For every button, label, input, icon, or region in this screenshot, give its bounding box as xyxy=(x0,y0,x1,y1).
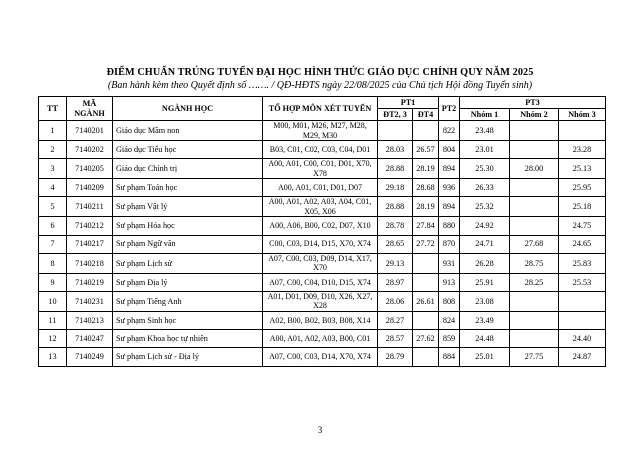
cell-to-hop: M00, M01, M26, M27, M28, M29, M30 xyxy=(263,121,378,141)
cell-pt3-nhom2: 27.68 xyxy=(510,235,559,253)
cell-pt1-dt4: 28.19 xyxy=(413,159,439,179)
cell-tt: 8 xyxy=(39,253,67,273)
table-row xyxy=(39,311,606,329)
cell-pt3-nhom2 xyxy=(510,121,559,141)
cell-pt3-nhom3 xyxy=(559,291,606,311)
cell-nganh-hoc: Sư phạm Địa lý xyxy=(113,273,263,291)
cell-nganh-hoc: Giáo dục Chính trị xyxy=(113,159,263,179)
cell-pt1-dt23: 28.03 xyxy=(378,141,413,159)
cell-pt1-dt4 xyxy=(413,311,439,329)
table-row xyxy=(39,197,606,217)
cell-pt2: 822 xyxy=(439,121,460,141)
cell-nganh-hoc: Sư phạm Ngữ văn xyxy=(113,235,263,253)
cell-pt3-nhom2 xyxy=(510,311,559,329)
cell-tt: 7 xyxy=(39,235,67,253)
cell-tt: 13 xyxy=(39,348,67,366)
cell-pt2: 931 xyxy=(439,253,460,273)
cell-pt3-nhom1: 23.01 xyxy=(460,141,510,159)
header-ma-nganh: MÃ NGÀNH xyxy=(67,97,113,121)
cell-pt1-dt23: 28.27 xyxy=(378,311,413,329)
cell-to-hop: A00, A06, B00, C02, D07, X10 xyxy=(263,217,378,235)
header-pt1-dt23: ĐT2, 3 xyxy=(378,109,413,121)
cell-tt: 11 xyxy=(39,311,67,329)
cell-pt3-nhom3: 24.65 xyxy=(559,235,606,253)
table-row xyxy=(39,179,606,197)
cell-tt: 12 xyxy=(39,330,67,348)
cell-pt2: 859 xyxy=(439,330,460,348)
table-row xyxy=(39,253,606,273)
cell-nganh-hoc: Sư phạm Lịch sử xyxy=(113,253,263,273)
table-row xyxy=(39,348,606,366)
cell-to-hop: A01, D01, D09, D10, X26, X27, X28 xyxy=(263,291,378,311)
cell-to-hop: A00, A01, A02, A03, A04, C01, X05, X06 xyxy=(263,197,378,217)
cell-pt2: 894 xyxy=(439,197,460,217)
cell-pt3-nhom1: 24.48 xyxy=(460,330,510,348)
page-number: 3 xyxy=(317,425,323,435)
cell-pt3-nhom1: 25.30 xyxy=(460,159,510,179)
header-tt: TT xyxy=(39,97,67,121)
cell-pt2: 936 xyxy=(439,179,460,197)
cell-pt3-nhom2: 28.75 xyxy=(510,253,559,273)
cell-nganh-hoc: Giáo dục Tiểu học xyxy=(113,141,263,159)
cell-ma-nganh: 7140218 xyxy=(67,253,113,273)
cell-tt: 2 xyxy=(39,141,67,159)
cell-nganh-hoc: Sư phạm Tiếng Anh xyxy=(113,291,263,311)
cell-pt1-dt23: 28.88 xyxy=(378,197,413,217)
table-row xyxy=(39,217,606,235)
cell-ma-nganh: 7140247 xyxy=(67,330,113,348)
cell-pt1-dt23: 28.97 xyxy=(378,273,413,291)
header-nganh-hoc: NGÀNH HỌC xyxy=(113,97,263,121)
cell-pt3-nhom1: 26.28 xyxy=(460,253,510,273)
header-pt1-dt4: ĐT4 xyxy=(413,109,439,121)
cell-pt3-nhom3: 25.18 xyxy=(559,197,606,217)
cell-to-hop: A07, C00, C04, D10, D15, X74 xyxy=(263,273,378,291)
cell-pt3-nhom1: 25.32 xyxy=(460,197,510,217)
cell-ma-nganh: 7140201 xyxy=(67,121,113,141)
cell-ma-nganh: 7140249 xyxy=(67,348,113,366)
cell-ma-nganh: 7140209 xyxy=(67,179,113,197)
cell-nganh-hoc: Sư phạm Sinh học xyxy=(113,311,263,329)
cell-to-hop: C00, C03, D14, D15, X70, X74 xyxy=(263,235,378,253)
cell-pt1-dt23 xyxy=(378,121,413,141)
cell-pt1-dt4 xyxy=(413,273,439,291)
cell-nganh-hoc: Sư phạm Vật lý xyxy=(113,197,263,217)
cell-ma-nganh: 7140202 xyxy=(67,141,113,159)
cell-pt3-nhom3 xyxy=(559,311,606,329)
cell-pt3-nhom3: 25.95 xyxy=(559,179,606,197)
cell-to-hop: A00, A01, C01, D01, D07 xyxy=(263,179,378,197)
admission-scores-table xyxy=(38,96,606,367)
cell-to-hop: A00, A01, A02, A03, B00, C01 xyxy=(263,330,378,348)
header-pt3-nhom2: Nhóm 2 xyxy=(510,109,559,121)
cell-ma-nganh: 7140231 xyxy=(67,291,113,311)
cell-pt2: 824 xyxy=(439,311,460,329)
cell-pt1-dt4 xyxy=(413,253,439,273)
document-subtitle: (Ban hành kèm theo Quyết định số ……. / QĐ-HĐTS ngày 22/08/2025 của Chủ tịch Hội đồng Tuyển sinh) xyxy=(107,80,533,91)
cell-pt3-nhom2 xyxy=(510,141,559,159)
cell-ma-nganh: 7140212 xyxy=(67,217,113,235)
cell-pt1-dt23: 28.65 xyxy=(378,235,413,253)
cell-pt1-dt23: 28.78 xyxy=(378,217,413,235)
cell-nganh-hoc: Giáo dục Mầm non xyxy=(113,121,263,141)
cell-pt1-dt4: 27.84 xyxy=(413,217,439,235)
cell-to-hop: A07, C00, C03, D09, D14, X17, X70 xyxy=(263,253,378,273)
header-to-hop: TỔ HỢP MÔN XÉT TUYỂN xyxy=(263,97,378,121)
cell-pt2: 894 xyxy=(439,159,460,179)
cell-pt3-nhom2 xyxy=(510,330,559,348)
cell-pt1-dt23: 28.06 xyxy=(378,291,413,311)
cell-ma-nganh: 7140211 xyxy=(67,197,113,217)
header-pt3-nhom3: Nhóm 3 xyxy=(559,109,606,121)
cell-pt3-nhom1: 24.92 xyxy=(460,217,510,235)
cell-nganh-hoc: Sư phạm Hóa học xyxy=(113,217,263,235)
cell-nganh-hoc: Sư phạm Lịch sử - Địa lý xyxy=(113,348,263,366)
cell-pt1-dt23: 28.79 xyxy=(378,348,413,366)
cell-pt1-dt4 xyxy=(413,348,439,366)
cell-pt1-dt23: 28.57 xyxy=(378,330,413,348)
header-pt1: PT1 xyxy=(378,97,439,109)
cell-pt1-dt23: 29.13 xyxy=(378,253,413,273)
cell-pt3-nhom3 xyxy=(559,121,606,141)
cell-pt3-nhom3: 24.75 xyxy=(559,217,606,235)
cell-tt: 1 xyxy=(39,121,67,141)
cell-pt1-dt4: 26.57 xyxy=(413,141,439,159)
cell-pt3-nhom1: 23.48 xyxy=(460,121,510,141)
cell-pt1-dt4: 28.19 xyxy=(413,197,439,217)
cell-to-hop: B03, C01, C02, C03, C04, D01 xyxy=(263,141,378,159)
cell-pt3-nhom1: 24.71 xyxy=(460,235,510,253)
cell-pt2: 913 xyxy=(439,273,460,291)
cell-pt1-dt23: 28.88 xyxy=(378,159,413,179)
cell-tt: 6 xyxy=(39,217,67,235)
cell-ma-nganh: 7140217 xyxy=(67,235,113,253)
cell-pt3-nhom3: 25.13 xyxy=(559,159,606,179)
cell-pt3-nhom2 xyxy=(510,197,559,217)
header-pt3: PT3 xyxy=(460,97,606,109)
cell-pt3-nhom2 xyxy=(510,179,559,197)
cell-pt3-nhom2: 28.00 xyxy=(510,159,559,179)
cell-pt1-dt4: 27.72 xyxy=(413,235,439,253)
cell-ma-nganh: 7140205 xyxy=(67,159,113,179)
cell-pt1-dt23: 29.18 xyxy=(378,179,413,197)
cell-pt1-dt4: 26.61 xyxy=(413,291,439,311)
table-row xyxy=(39,121,606,141)
table-row xyxy=(39,141,606,159)
table-row xyxy=(39,291,606,311)
table-header-row xyxy=(39,97,606,109)
cell-tt: 10 xyxy=(39,291,67,311)
cell-tt: 3 xyxy=(39,159,67,179)
table-row xyxy=(39,235,606,253)
cell-tt: 4 xyxy=(39,179,67,197)
cell-pt1-dt4: 27.62 xyxy=(413,330,439,348)
cell-nganh-hoc: Sư phạm Khoa học tự nhiên xyxy=(113,330,263,348)
cell-pt1-dt4: 28.68 xyxy=(413,179,439,197)
cell-pt3-nhom1: 25.91 xyxy=(460,273,510,291)
cell-to-hop: A07, C00, C03, D14, X70, X74 xyxy=(263,348,378,366)
cell-pt2: 884 xyxy=(439,348,460,366)
cell-pt2: 880 xyxy=(439,217,460,235)
document-title: ĐIỂM CHUẨN TRÚNG TUYỂN ĐẠI HỌC HÌNH THỨC GIÁO DỤC CHÍNH QUY NĂM 2025 xyxy=(106,67,534,78)
cell-pt1-dt4 xyxy=(413,121,439,141)
cell-to-hop: A02, B00, B02, B03, B08, X14 xyxy=(263,311,378,329)
cell-ma-nganh: 7140213 xyxy=(67,311,113,329)
cell-pt3-nhom3: 24.87 xyxy=(559,348,606,366)
cell-ma-nganh: 7140219 xyxy=(67,273,113,291)
header-pt3-nhom1: Nhóm 1 xyxy=(460,109,510,121)
header-pt2: PT2 xyxy=(439,97,460,121)
cell-tt: 9 xyxy=(39,273,67,291)
cell-pt2: 804 xyxy=(439,141,460,159)
cell-pt3-nhom3: 24.40 xyxy=(559,330,606,348)
cell-pt2: 870 xyxy=(439,235,460,253)
table-row xyxy=(39,330,606,348)
cell-pt3-nhom2: 27.75 xyxy=(510,348,559,366)
cell-pt3-nhom1: 26.33 xyxy=(460,179,510,197)
cell-pt2: 808 xyxy=(439,291,460,311)
table-row xyxy=(39,159,606,179)
cell-tt: 5 xyxy=(39,197,67,217)
cell-pt3-nhom3: 25.83 xyxy=(559,253,606,273)
cell-nganh-hoc: Sư phạm Toán học xyxy=(113,179,263,197)
cell-pt3-nhom3: 25.53 xyxy=(559,273,606,291)
cell-pt3-nhom1: 23.08 xyxy=(460,291,510,311)
cell-pt3-nhom3: 23.28 xyxy=(559,141,606,159)
cell-pt3-nhom2 xyxy=(510,217,559,235)
cell-pt3-nhom2: 28.25 xyxy=(510,273,559,291)
cell-pt3-nhom1: 23.49 xyxy=(460,311,510,329)
cell-pt3-nhom2 xyxy=(510,291,559,311)
cell-to-hop: A00, A01, C00, C01, D01, X70, X78 xyxy=(263,159,378,179)
table-row xyxy=(39,273,606,291)
cell-pt3-nhom1: 25.01 xyxy=(460,348,510,366)
